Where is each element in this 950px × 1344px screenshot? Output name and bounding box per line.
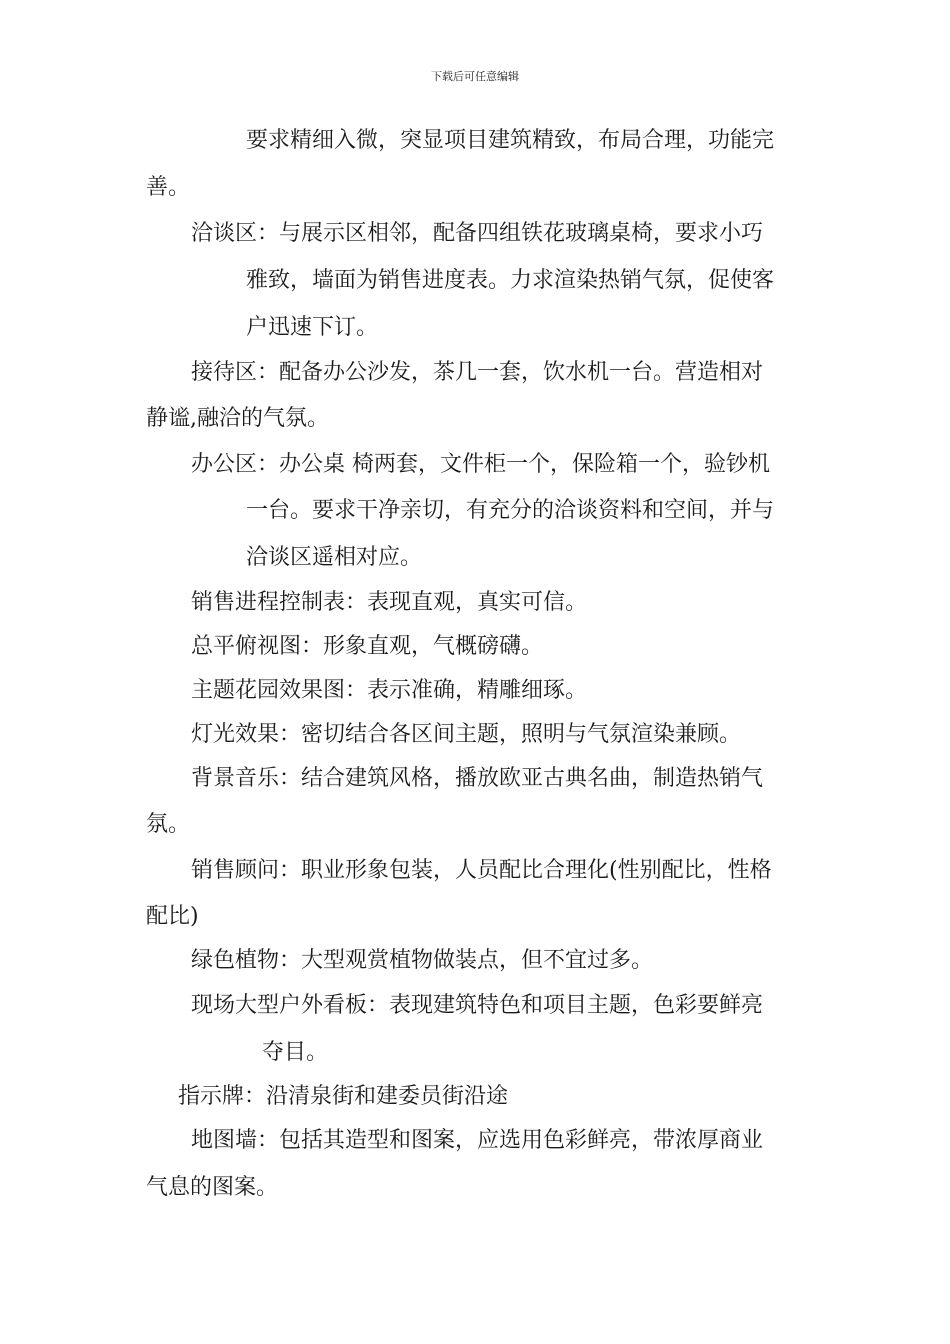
text-line: 洽谈区遥相对应。: [246, 545, 423, 570]
text-line: 灯光效果：密切结合各区间主题，照明与气氛渲染兼顾。: [191, 722, 742, 747]
text-line: 雅致，墙面为销售进度表。力求渲染热销气氛，促使客: [246, 268, 775, 293]
text-line: 地图墙：包括其造型和图案，应选用色彩鲜亮，带浓厚商业: [191, 1128, 764, 1153]
text-line: 背景音乐：结合建筑风格，播放欧亚古典名曲，制造热销气: [191, 766, 764, 791]
text-line: 静谧,融洽的气氛。: [146, 406, 329, 431]
text-line: 夺目。: [262, 1040, 329, 1065]
text-line: 总平俯视图：形象直观，气概磅礴。: [191, 634, 544, 659]
text-line: 指示牌：沿清泉街和建委员街沿途: [178, 1084, 509, 1109]
text-line: 户迅速下订。: [246, 315, 379, 340]
text-line: 绿色植物：大型观赏植物做装点，但不宜过多。: [191, 948, 654, 973]
text-line: 配比): [146, 904, 199, 929]
text-line: 接待区：配备办公沙发，茶几一套，饮水机一台。营造相对: [191, 360, 764, 385]
text-line: 善。: [146, 175, 191, 200]
text-line: 氛。: [146, 812, 191, 837]
text-line: 要求精细入微，突显项目建筑精致，布局合理，功能完: [246, 128, 775, 153]
text-line: 一台。要求干净亲切，有充分的洽谈资料和空间，并与: [246, 498, 775, 523]
text-line: 主题花园效果图：表示准确，精雕细琢。: [191, 678, 588, 703]
text-line: 销售顾问：职业形象包装，人员配比合理化(性别配比，性格: [191, 858, 772, 883]
text-line: 现场大型户外看板：表现建筑特色和项目主题，色彩要鲜亮: [191, 993, 764, 1018]
text-line: 办公区：办公桌 椅两套，文件柜一个，保险箱一个，验钞机: [191, 452, 770, 477]
text-line: 气息的图案。: [146, 1175, 279, 1200]
page-header: 下载后可任意编辑: [431, 70, 519, 83]
text-line: 销售进程控制表：表现直观，真实可信。: [191, 590, 588, 615]
text-line: 洽谈区：与展示区相邻，配备四组铁花玻璃桌椅，要求小巧: [191, 221, 764, 246]
